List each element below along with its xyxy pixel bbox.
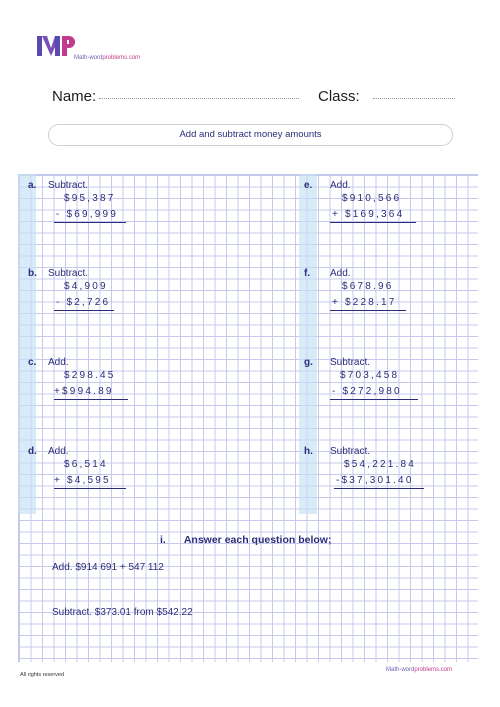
problem-letter: g.	[304, 357, 313, 368]
grid-paper	[18, 174, 478, 662]
name-label: Name:	[52, 88, 97, 105]
answer-rule	[334, 488, 424, 489]
section-number: i.	[160, 534, 166, 546]
name-field[interactable]	[99, 98, 299, 99]
problem-second-amount: + $228.17	[332, 297, 397, 308]
problem-letter: b.	[28, 268, 37, 279]
problem-second-amount: - $2,726	[56, 297, 111, 308]
answer-rule	[330, 222, 416, 223]
problem-operation: Subtract.	[48, 268, 89, 279]
class-label: Class:	[318, 88, 360, 105]
answer-rule	[54, 399, 128, 400]
class-field[interactable]	[373, 98, 455, 99]
problem-operation: Subtract.	[330, 446, 371, 457]
right-margin-band	[299, 174, 317, 514]
problem-letter: a.	[28, 180, 37, 191]
problem-operation: Add.	[330, 180, 351, 191]
problem-operation: Add.	[48, 357, 69, 368]
problem-second-amount: + $169,364	[332, 209, 405, 220]
question-subtract: Subtract. $373.01 from $542.22	[52, 607, 193, 618]
problem-operation: Subtract.	[330, 357, 371, 368]
problem-second-amount: - $69,999	[56, 209, 119, 220]
problem-letter: h.	[304, 446, 313, 457]
problem-first-amount: $910,566	[342, 193, 402, 204]
brand-site-name: Math-wordproblems.com	[74, 55, 141, 61]
section-instruction: Answer each question below;	[183, 534, 332, 546]
footer-site-name: Math-wordproblems.com	[386, 667, 453, 673]
problem-first-amount: $54,221.84	[344, 459, 417, 470]
answer-rule	[330, 399, 418, 400]
problem-operation: Subtract.	[48, 180, 89, 191]
answer-rule	[54, 488, 126, 489]
problem-letter: d.	[28, 446, 37, 457]
problem-operation: Add.	[48, 446, 69, 457]
problem-letter: f.	[304, 268, 311, 279]
problem-letter: e.	[304, 180, 313, 191]
problem-operation: Add.	[330, 268, 351, 279]
rights-notice: All rights reserved	[20, 672, 65, 678]
answer-rule	[330, 310, 406, 311]
problem-first-amount: $6,514	[64, 459, 108, 470]
problem-first-amount: $678.96	[342, 281, 394, 292]
question-add: Add. $914 691 + 547 112	[52, 562, 164, 573]
problem-first-amount: $703,458	[340, 370, 400, 381]
worksheet-title: Add and subtract money amounts	[48, 124, 453, 146]
problem-second-amount: - $272,980	[332, 386, 402, 397]
problem-letter: c.	[28, 357, 37, 368]
brand-logo	[36, 30, 156, 66]
answer-rule	[54, 310, 114, 311]
section-i-heading	[160, 534, 331, 546]
problem-first-amount: $4,909	[64, 281, 108, 292]
problem-second-amount: + $4,595	[54, 475, 111, 486]
mp-logo-icon	[36, 30, 76, 64]
left-margin-band	[18, 174, 36, 514]
problem-first-amount: $95,387	[64, 193, 116, 204]
problem-second-amount: -$37,301.40	[336, 475, 414, 486]
answer-rule	[54, 222, 126, 223]
problem-first-amount: $298.45	[64, 370, 116, 381]
problem-second-amount: +$994.89	[54, 386, 114, 397]
